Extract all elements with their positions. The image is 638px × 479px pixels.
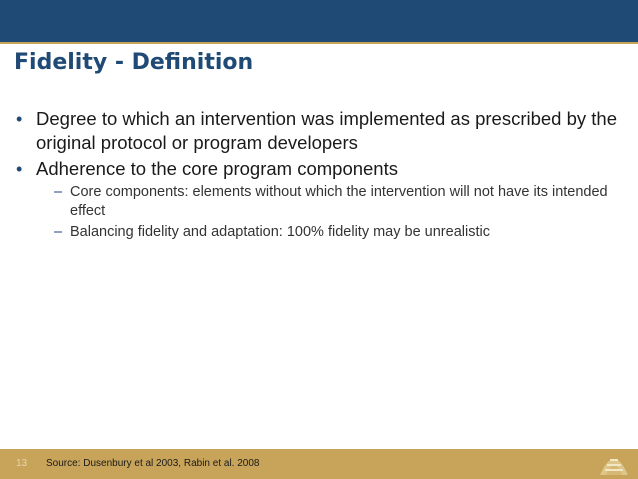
bullet-item — [14, 157, 624, 181]
dash-icon: – — [54, 184, 63, 200]
slide-number: 13 — [16, 458, 28, 469]
bullet-dot-icon: • — [16, 159, 23, 179]
bullet-list — [14, 107, 624, 242]
header-rule — [0, 42, 638, 44]
source-citation: Source: Dusenbury et al 2003, Rabin et al. 2008 — [46, 458, 260, 469]
dash-icon: – — [54, 224, 63, 240]
sub-bullet-item — [14, 183, 624, 221]
header-bar — [0, 0, 638, 42]
sub-bullet-item — [14, 223, 624, 242]
university-seal-icon — [594, 447, 634, 477]
slide-title: Fidelity - Definition — [14, 50, 254, 75]
bullet-text: Degree to which an intervention was implemented as prescribed by the original protocol or program developers — [36, 108, 618, 153]
bullet-text: Adherence to the core program components — [36, 158, 398, 179]
bullet-dot-icon: • — [16, 109, 23, 129]
sub-bullet-text: Balancing fidelity and adaptation: 100% fidelity may be unrealistic — [70, 224, 490, 240]
bullet-item — [14, 107, 624, 155]
sub-bullet-text: Core components: elements without which the intervention will not have its intended effect — [70, 184, 608, 219]
